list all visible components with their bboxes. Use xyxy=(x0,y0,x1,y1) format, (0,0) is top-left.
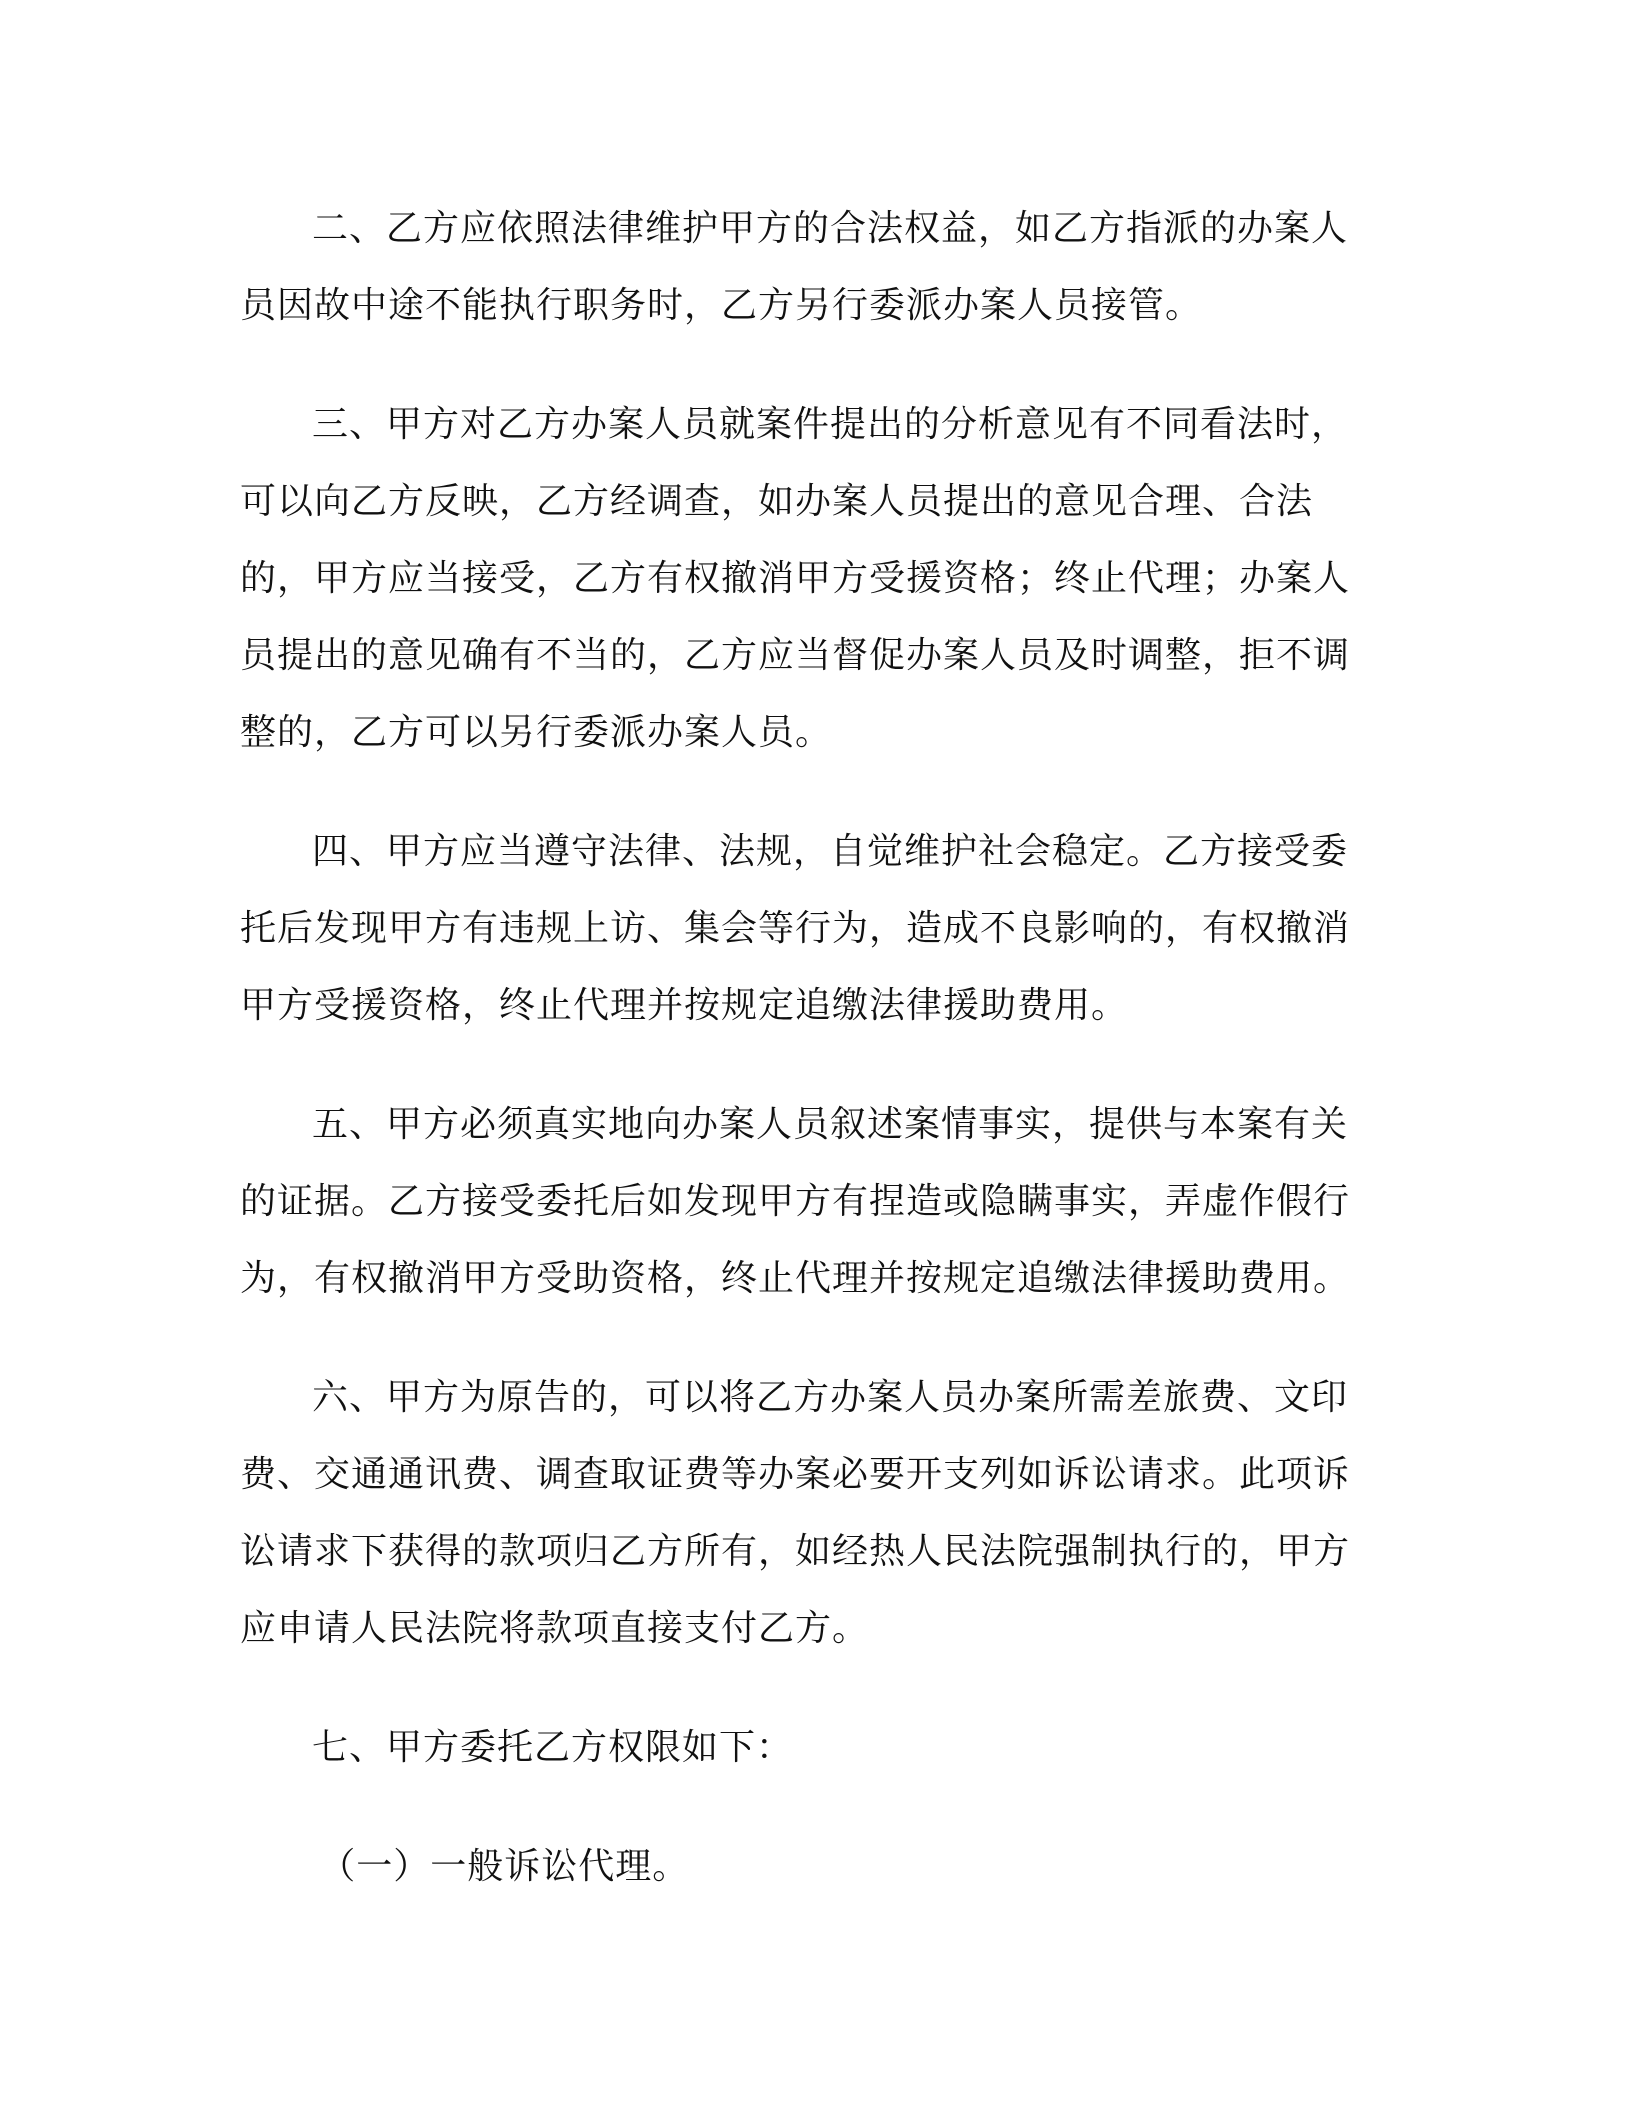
clause-line: 为，有权撤消甲方受助资格，终止代理并按规定追缴法律援助费用。 xyxy=(240,1258,1351,1299)
clause-2 xyxy=(240,190,1380,344)
clause-7 xyxy=(240,1709,1380,1786)
clause-line: 可以向乙方反映，乙方经调查，如办案人员提出的意见合理、合法的， xyxy=(240,481,1314,599)
clause-5 xyxy=(240,1086,1380,1317)
clause-line: 三、甲方对乙方办案人员就案件提出的分析意见有不同看法时， xyxy=(312,404,1349,445)
clause-line: 七、甲方委托乙方权限如下： xyxy=(312,1727,794,1768)
clause-line: 应申请人民法院将款项直接支付乙方。 xyxy=(240,1608,870,1649)
clause-line: 二、乙方应依照法律维护甲方的合法权益，如乙方指派的办案人 xyxy=(312,208,1349,249)
clause-6 xyxy=(240,1359,1380,1667)
document-body xyxy=(240,190,1380,1947)
sub-item-1 xyxy=(240,1828,1380,1905)
clause-line: 出的意见确有不当的，乙方应当督促办案人员及时调整，拒不调整的， xyxy=(240,635,1351,753)
clause-line: 费、交通通讯费、调查取证费等办案必要开支列如诉讼请求。此项诉 xyxy=(240,1454,1351,1495)
clause-line: 六、甲方为原告的，可以将乙方办案人员办案所需差旅费、文印 xyxy=(312,1377,1349,1418)
clause-line: 乙方可以另行委派办案人员。 xyxy=(351,712,833,753)
clause-line: 托后发现甲方有违规上访、集会等行为，造成不良影响的，有权撤消 xyxy=(240,908,1351,949)
sub-item-text: （一）一般诉讼代理。 xyxy=(319,1846,690,1887)
clause-line: 甲方受援资格，终止代理并按规定追缴法律援助费用。 xyxy=(240,985,1129,1026)
clause-line: 员因故中途不能执行职务时，乙方另行委派办案人员接管。 xyxy=(240,285,1203,326)
clause-line: 四、甲方应当遵守法律、法规，自觉维护社会稳定。乙方接受委 xyxy=(312,831,1349,872)
clause-line: 讼请求下获得的款项归乙方所有，如经热人民法院强制执行的，甲方 xyxy=(240,1531,1351,1572)
clause-line: 五、甲方必须真实地向办案人员叙述案情事实，提供与本案有关 xyxy=(312,1104,1349,1145)
clause-3 xyxy=(240,386,1380,771)
clause-4 xyxy=(240,813,1380,1044)
clause-line: 的证据。乙方接受委托后如发现甲方有捏造或隐瞒事实，弄虚作假行 xyxy=(240,1181,1351,1222)
clause-line: 甲方应当接受，乙方有权撤消甲方受援资格；终止代理；办案人员提 xyxy=(240,558,1351,676)
